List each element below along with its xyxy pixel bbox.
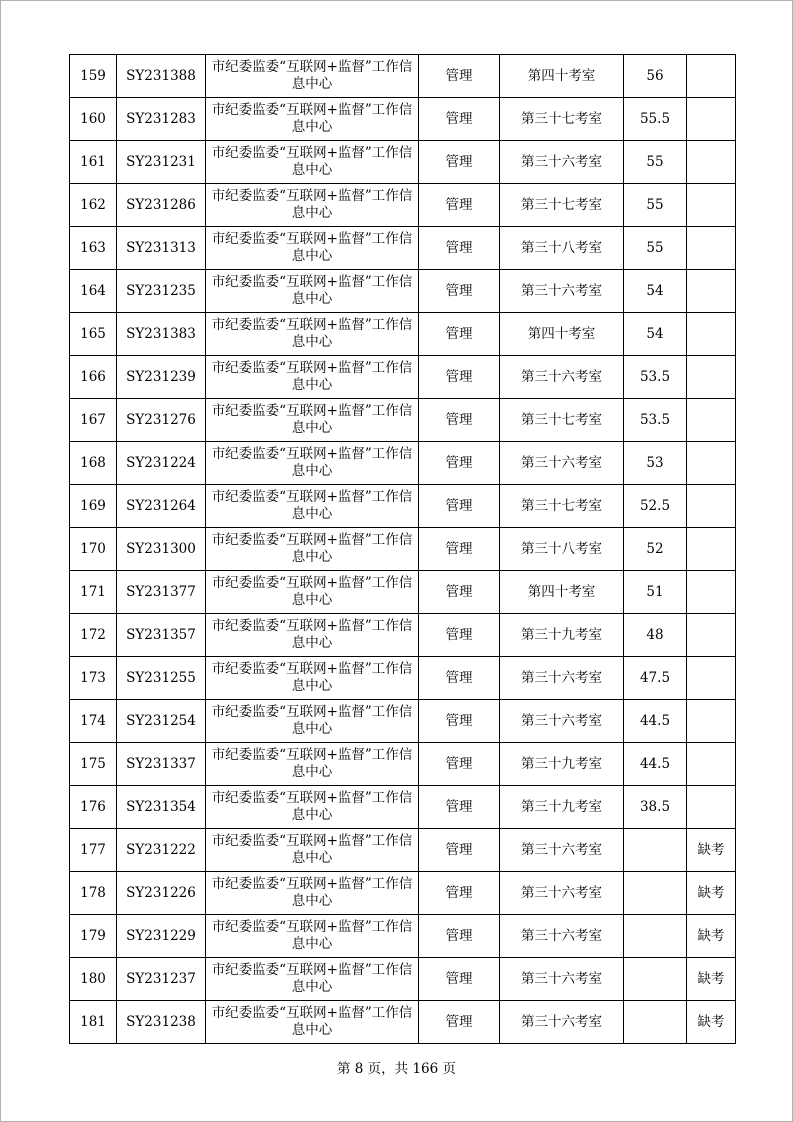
cell-exam-room: 第三十六考室 xyxy=(500,872,624,915)
cell-seq-no: 175 xyxy=(70,743,117,786)
results-table xyxy=(69,54,736,1044)
cell-seq-no: 165 xyxy=(70,313,117,356)
table-row xyxy=(70,184,736,227)
cell-employer: 市纪委监委“互联网+监督”工作信息中心 xyxy=(206,98,419,141)
cell-score: 55 xyxy=(624,141,687,184)
cell-employer: 市纪委监委“互联网+监督”工作信息中心 xyxy=(206,915,419,958)
cell-position: 管理 xyxy=(419,743,500,786)
cell-position: 管理 xyxy=(419,829,500,872)
cell-score: 55.5 xyxy=(624,98,687,141)
cell-exam-room: 第三十六考室 xyxy=(500,657,624,700)
table-row xyxy=(70,614,736,657)
cell-position: 管理 xyxy=(419,55,500,98)
cell-employer: 市纪委监委“互联网+监督”工作信息中心 xyxy=(206,743,419,786)
cell-employer: 市纪委监委“互联网+监督”工作信息中心 xyxy=(206,614,419,657)
cell-employer: 市纪委监委“互联网+监督”工作信息中心 xyxy=(206,270,419,313)
cell-exam-id: SY231229 xyxy=(117,915,206,958)
cell-exam-room: 第三十六考室 xyxy=(500,141,624,184)
table-row xyxy=(70,743,736,786)
cell-employer: 市纪委监委“互联网+监督”工作信息中心 xyxy=(206,829,419,872)
cell-exam-room: 第三十八考室 xyxy=(500,227,624,270)
cell-seq-no: 176 xyxy=(70,786,117,829)
cell-exam-room: 第三十六考室 xyxy=(500,442,624,485)
cell-remark: 缺考 xyxy=(687,958,736,1001)
cell-position: 管理 xyxy=(419,227,500,270)
table-row xyxy=(70,356,736,399)
cell-exam-room: 第三十九考室 xyxy=(500,743,624,786)
cell-remark xyxy=(687,700,736,743)
cell-remark xyxy=(687,98,736,141)
cell-seq-no: 163 xyxy=(70,227,117,270)
cell-score: 44.5 xyxy=(624,743,687,786)
cell-exam-id: SY231238 xyxy=(117,1001,206,1044)
cell-seq-no: 177 xyxy=(70,829,117,872)
cell-exam-id: SY231283 xyxy=(117,98,206,141)
cell-seq-no: 162 xyxy=(70,184,117,227)
cell-seq-no: 161 xyxy=(70,141,117,184)
cell-exam-room: 第四十考室 xyxy=(500,55,624,98)
cell-exam-room: 第三十八考室 xyxy=(500,528,624,571)
cell-employer: 市纪委监委“互联网+监督”工作信息中心 xyxy=(206,55,419,98)
cell-seq-no: 179 xyxy=(70,915,117,958)
cell-remark xyxy=(687,270,736,313)
table-row xyxy=(70,141,736,184)
cell-score: 54 xyxy=(624,270,687,313)
cell-seq-no: 170 xyxy=(70,528,117,571)
cell-position: 管理 xyxy=(419,786,500,829)
cell-seq-no: 164 xyxy=(70,270,117,313)
cell-exam-id: SY231377 xyxy=(117,571,206,614)
cell-exam-id: SY231264 xyxy=(117,485,206,528)
cell-remark xyxy=(687,227,736,270)
cell-exam-room: 第三十六考室 xyxy=(500,270,624,313)
cell-exam-id: SY231226 xyxy=(117,872,206,915)
table-row xyxy=(70,270,736,313)
cell-employer: 市纪委监委“互联网+监督”工作信息中心 xyxy=(206,958,419,1001)
cell-remark xyxy=(687,184,736,227)
cell-position: 管理 xyxy=(419,485,500,528)
cell-exam-id: SY231235 xyxy=(117,270,206,313)
cell-position: 管理 xyxy=(419,614,500,657)
cell-exam-id: SY231224 xyxy=(117,442,206,485)
cell-exam-id: SY231388 xyxy=(117,55,206,98)
cell-position: 管理 xyxy=(419,571,500,614)
cell-score: 55 xyxy=(624,227,687,270)
cell-remark xyxy=(687,614,736,657)
cell-position: 管理 xyxy=(419,356,500,399)
cell-score xyxy=(624,915,687,958)
cell-exam-room: 第三十七考室 xyxy=(500,485,624,528)
cell-remark xyxy=(687,485,736,528)
cell-seq-no: 172 xyxy=(70,614,117,657)
cell-remark: 缺考 xyxy=(687,915,736,958)
table-row xyxy=(70,313,736,356)
cell-exam-id: SY231239 xyxy=(117,356,206,399)
cell-exam-id: SY231237 xyxy=(117,958,206,1001)
cell-position: 管理 xyxy=(419,184,500,227)
cell-employer: 市纪委监委“互联网+监督”工作信息中心 xyxy=(206,356,419,399)
cell-exam-id: SY231354 xyxy=(117,786,206,829)
table-row xyxy=(70,829,736,872)
cell-remark xyxy=(687,743,736,786)
cell-exam-room: 第四十考室 xyxy=(500,313,624,356)
table-row xyxy=(70,1001,736,1044)
table-row xyxy=(70,657,736,700)
cell-remark xyxy=(687,657,736,700)
cell-score: 38.5 xyxy=(624,786,687,829)
cell-remark xyxy=(687,55,736,98)
cell-position: 管理 xyxy=(419,399,500,442)
cell-position: 管理 xyxy=(419,141,500,184)
cell-seq-no: 171 xyxy=(70,571,117,614)
table-row xyxy=(70,915,736,958)
cell-position: 管理 xyxy=(419,958,500,1001)
table-row xyxy=(70,700,736,743)
cell-exam-room: 第四十考室 xyxy=(500,571,624,614)
cell-score: 47.5 xyxy=(624,657,687,700)
cell-employer: 市纪委监委“互联网+监督”工作信息中心 xyxy=(206,442,419,485)
cell-exam-id: SY231276 xyxy=(117,399,206,442)
cell-score xyxy=(624,829,687,872)
table-row xyxy=(70,98,736,141)
table-row xyxy=(70,227,736,270)
cell-exam-room: 第三十七考室 xyxy=(500,98,624,141)
cell-employer: 市纪委监委“互联网+监督”工作信息中心 xyxy=(206,141,419,184)
cell-employer: 市纪委监委“互联网+监督”工作信息中心 xyxy=(206,313,419,356)
cell-remark xyxy=(687,442,736,485)
cell-exam-id: SY231254 xyxy=(117,700,206,743)
cell-score: 53.5 xyxy=(624,356,687,399)
cell-employer: 市纪委监委“互联网+监督”工作信息中心 xyxy=(206,399,419,442)
cell-position: 管理 xyxy=(419,872,500,915)
cell-employer: 市纪委监委“互联网+监督”工作信息中心 xyxy=(206,786,419,829)
cell-position: 管理 xyxy=(419,915,500,958)
cell-score: 51 xyxy=(624,571,687,614)
cell-score xyxy=(624,958,687,1001)
cell-employer: 市纪委监委“互联网+监督”工作信息中心 xyxy=(206,1001,419,1044)
cell-exam-room: 第三十七考室 xyxy=(500,399,624,442)
cell-remark xyxy=(687,786,736,829)
cell-remark xyxy=(687,313,736,356)
cell-exam-id: SY231313 xyxy=(117,227,206,270)
cell-score: 54 xyxy=(624,313,687,356)
cell-exam-id: SY231337 xyxy=(117,743,206,786)
cell-position: 管理 xyxy=(419,1001,500,1044)
cell-seq-no: 173 xyxy=(70,657,117,700)
cell-remark: 缺考 xyxy=(687,829,736,872)
table-row xyxy=(70,571,736,614)
page-number-text: 第 8 页，共 166 页 xyxy=(336,1061,457,1077)
cell-position: 管理 xyxy=(419,98,500,141)
cell-remark: 缺考 xyxy=(687,872,736,915)
table-row xyxy=(70,442,736,485)
cell-employer: 市纪委监委“互联网+监督”工作信息中心 xyxy=(206,227,419,270)
cell-exam-id: SY231255 xyxy=(117,657,206,700)
cell-score xyxy=(624,872,687,915)
table-row xyxy=(70,528,736,571)
cell-exam-id: SY231300 xyxy=(117,528,206,571)
table-row xyxy=(70,399,736,442)
table-row xyxy=(70,786,736,829)
cell-seq-no: 168 xyxy=(70,442,117,485)
cell-remark xyxy=(687,528,736,571)
cell-exam-id: SY231222 xyxy=(117,829,206,872)
cell-exam-room: 第三十六考室 xyxy=(500,958,624,1001)
cell-score: 53.5 xyxy=(624,399,687,442)
cell-position: 管理 xyxy=(419,528,500,571)
cell-score xyxy=(624,1001,687,1044)
cell-employer: 市纪委监委“互联网+监督”工作信息中心 xyxy=(206,184,419,227)
cell-exam-room: 第三十六考室 xyxy=(500,829,624,872)
table-row xyxy=(70,485,736,528)
cell-score: 52.5 xyxy=(624,485,687,528)
cell-position: 管理 xyxy=(419,442,500,485)
cell-exam-room: 第三十六考室 xyxy=(500,915,624,958)
cell-position: 管理 xyxy=(419,313,500,356)
cell-seq-no: 178 xyxy=(70,872,117,915)
cell-seq-no: 174 xyxy=(70,700,117,743)
cell-position: 管理 xyxy=(419,700,500,743)
cell-score: 48 xyxy=(624,614,687,657)
cell-remark xyxy=(687,356,736,399)
cell-seq-no: 180 xyxy=(70,958,117,1001)
cell-remark xyxy=(687,141,736,184)
cell-remark: 缺考 xyxy=(687,1001,736,1044)
cell-exam-id: SY231231 xyxy=(117,141,206,184)
cell-exam-id: SY231286 xyxy=(117,184,206,227)
table-body xyxy=(70,55,736,1044)
table-row xyxy=(70,958,736,1001)
table-row xyxy=(70,55,736,98)
cell-exam-id: SY231357 xyxy=(117,614,206,657)
cell-seq-no: 166 xyxy=(70,356,117,399)
cell-score: 55 xyxy=(624,184,687,227)
cell-employer: 市纪委监委“互联网+监督”工作信息中心 xyxy=(206,485,419,528)
cell-employer: 市纪委监委“互联网+监督”工作信息中心 xyxy=(206,657,419,700)
cell-score: 44.5 xyxy=(624,700,687,743)
cell-employer: 市纪委监委“互联网+监督”工作信息中心 xyxy=(206,872,419,915)
page-footer xyxy=(0,1057,793,1077)
cell-exam-room: 第三十六考室 xyxy=(500,356,624,399)
cell-exam-room: 第三十九考室 xyxy=(500,786,624,829)
cell-exam-id: SY231383 xyxy=(117,313,206,356)
cell-score: 56 xyxy=(624,55,687,98)
cell-position: 管理 xyxy=(419,657,500,700)
cell-seq-no: 181 xyxy=(70,1001,117,1044)
cell-position: 管理 xyxy=(419,270,500,313)
cell-remark xyxy=(687,571,736,614)
cell-exam-room: 第三十六考室 xyxy=(500,700,624,743)
cell-score: 53 xyxy=(624,442,687,485)
cell-employer: 市纪委监委“互联网+监督”工作信息中心 xyxy=(206,700,419,743)
cell-exam-room: 第三十六考室 xyxy=(500,1001,624,1044)
cell-employer: 市纪委监委“互联网+监督”工作信息中心 xyxy=(206,571,419,614)
cell-seq-no: 167 xyxy=(70,399,117,442)
cell-seq-no: 169 xyxy=(70,485,117,528)
cell-employer: 市纪委监委“互联网+监督”工作信息中心 xyxy=(206,528,419,571)
cell-remark xyxy=(687,399,736,442)
table-row xyxy=(70,872,736,915)
cell-exam-room: 第三十九考室 xyxy=(500,614,624,657)
cell-score: 52 xyxy=(624,528,687,571)
cell-seq-no: 160 xyxy=(70,98,117,141)
cell-exam-room: 第三十七考室 xyxy=(500,184,624,227)
cell-seq-no: 159 xyxy=(70,55,117,98)
